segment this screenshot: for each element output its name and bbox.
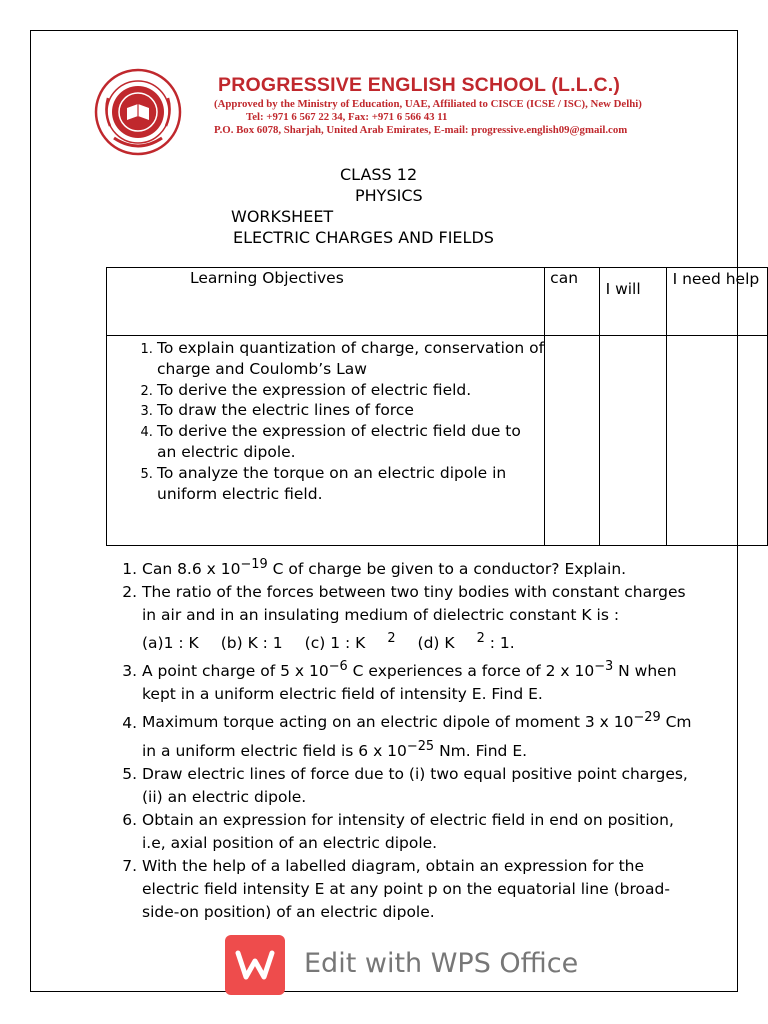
approval-line: (Approved by the Ministry of Education, UAE, Affiliated to CISCE (ICSE / ISC), New Delhi) <box>214 98 642 110</box>
chapter-title: ELECTRIC CHARGES AND FIELDS <box>233 228 494 247</box>
objective-item: 3. To draw the electric lines of force <box>157 400 544 421</box>
class-title: CLASS 12 <box>340 165 418 184</box>
phone-line: Tel: +971 6 567 22 34, Fax: +971 6 566 43 11 <box>246 111 448 123</box>
edit-with-wps-link[interactable]: Edit with WPS Office <box>304 948 579 979</box>
worksheet-title: WORKSHEET <box>231 207 334 226</box>
header-can: can <box>545 268 599 336</box>
objective-item: 4. To derive the expression of electric field due to an electric dipole. <box>157 421 544 463</box>
school-name: PROGRESSIVE ENGLISH SCHOOL (L.L.C.) <box>218 74 621 96</box>
i-will-cell <box>599 336 666 546</box>
objective-item: 1. To explain quantization of charge, conservation of charge and Coulomb’s Law <box>157 338 544 380</box>
question-5: 5. Draw electric lines of force due to (i) two equal positive point charges, (ii) an electric dipole. <box>142 763 702 809</box>
learning-objectives-table <box>106 267 768 546</box>
wps-logo-icon[interactable] <box>225 935 285 995</box>
header-i-will: I will <box>599 268 666 336</box>
question-6: 6. Obtain an expression for intensity of electric field in end on position, i.e, axial position of an electric dipole. <box>142 809 702 855</box>
question-3: 3. A point charge of 5 x $10^{-6}$ C experiences a force of 2 x $10^{-3}$ N when kept in a uniform electric field of intensity E. Find E. <box>142 655 702 706</box>
header-i-need-help: I need help <box>666 268 767 336</box>
can-cell <box>545 336 599 546</box>
question-1: 1. Can 8.6 x $10^{-19}$ C of charge be given to a conductor? Explain. <box>142 553 702 581</box>
table-header-row <box>107 268 768 336</box>
question-2: 2. The ratio of the forces between two tiny bodies with constant charges in air and in an insulating medium of dielectric constant K is : (a)1 : K (b) K : 1 (c) 1 : K $^2$ (d) K $^2$ : 1. <box>142 581 702 655</box>
question-4: 4. Maximum torque acting on an electric dipole of moment 3 x $10^{-29}$ Cm in a uniform electric field is 6 x $10^{-25}$ Nm. Find E. <box>142 706 702 762</box>
header-learning-objectives: Learning Objectives <box>107 268 545 336</box>
subject-title: PHYSICS <box>355 186 423 205</box>
objectives-list <box>107 338 544 504</box>
objective-item: 5. To analyze the torque on an electric dipole in uniform electric field. <box>157 463 544 505</box>
school-logo-icon <box>94 68 182 156</box>
objectives-cell <box>107 336 545 546</box>
objective-item: 2. To derive the expression of electric field. <box>157 380 544 401</box>
address-line: P.O. Box 6078, Sharjah, United Arab Emirates, E-mail: progressive.english09@gmail.com <box>214 124 628 136</box>
wps-w-icon <box>225 935 285 995</box>
i-need-help-cell <box>666 336 767 546</box>
table-body-row <box>107 336 768 546</box>
question-7: 7. With the help of a labelled diagram, obtain an expression for the electric field intensity E at any point p on the equatorial line (broad-side-on position) of an electric dipole. <box>142 855 702 924</box>
questions-list <box>116 553 702 924</box>
question-2-options: (a)1 : K (b) K : 1 (c) 1 : K $^2$ (d) K $^2$ : 1. <box>142 631 515 653</box>
